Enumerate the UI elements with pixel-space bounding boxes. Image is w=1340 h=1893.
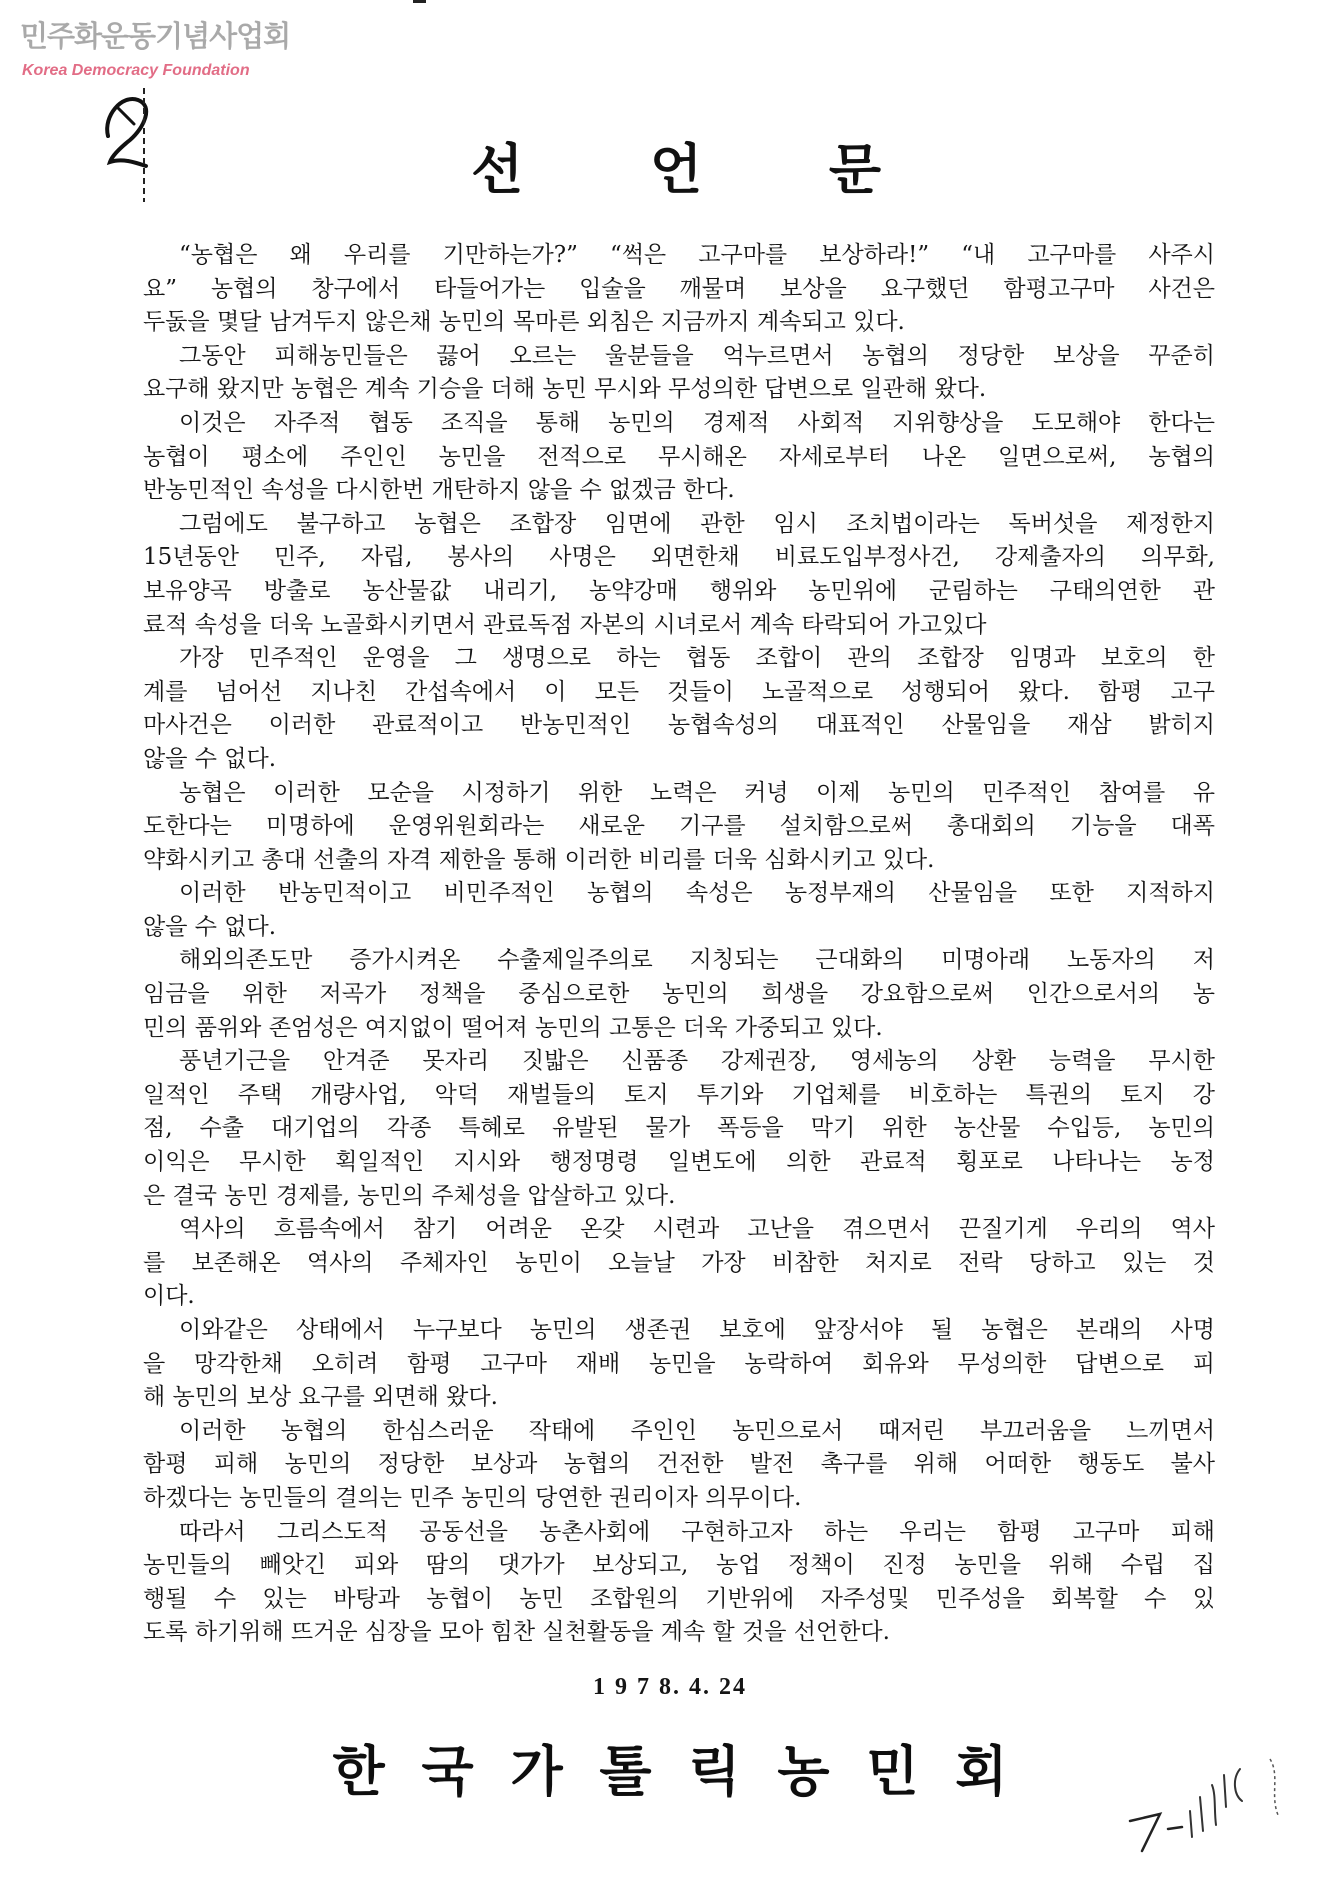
text-line: 않을 수 없다. <box>143 745 277 772</box>
text-line: 일적인 주택 개량사업, 악덕 재벌들의 토지 투기와 기업체를 비호하는 특권의 토지 강 <box>143 1081 1215 1108</box>
paragraph <box>143 877 1215 944</box>
text-line: 은 결국 농민 경제를, 농민의 주체성을 압살하고 있다. <box>143 1182 676 1209</box>
scan-mark <box>413 0 426 3</box>
watermark-korean: 민주화운동기념사업회 <box>20 19 291 53</box>
text-line: 이와같은 상태에서 누구보다 농민의 생존권 보호에 앞장서야 될 농협은 본래의 사명 <box>179 1317 1215 1343</box>
text-line: 요” 농협의 창구에서 타들어가는 입술을 깨물며 보상을 요구했던 함평고구마 사건은 <box>143 275 1215 302</box>
text-line: 풍년기근을 안겨준 못자리 짓밟은 신품종 강제권장, 영세농의 상환 능력을 무시한 <box>179 1048 1215 1075</box>
text-line: 않을 수 없다. <box>143 913 277 940</box>
paragraph <box>143 1415 1215 1516</box>
text-line: 이것은 자주적 협동 조직을 통해 농민의 경제적 사회적 지위향상을 도모해야 한다는 <box>179 409 1215 436</box>
text-line: 임금을 위한 저곡가 정책을 중심으로한 농민의 희생을 강요함으로써 인간으로서의 농 <box>143 981 1215 1008</box>
text-line: 농민들의 빼앗긴 피와 땀의 댓가가 보상되고, 농업 정책이 진정 농민을 위해 수립 집 <box>143 1552 1215 1579</box>
text-line: 를 보존해온 역사의 주체자인 농민이 오늘날 가장 비참한 처지로 전락 당하고 있는 것 <box>143 1249 1215 1276</box>
text-line: 두돐을 몇달 남겨두지 않은채 농민의 목마른 외침은 지금까지 계속되고 있다. <box>143 309 905 336</box>
text-line: 해 농민의 보상 요구를 외면해 왔다. <box>143 1384 498 1411</box>
text-line: 이러한 농협의 한심스러운 작태에 주인인 농민으로서 때저린 부끄러움을 느끼면서 <box>179 1417 1215 1444</box>
text-line: 농협은 이러한 모순을 시정하기 위한 노력은 커녕 이제 농민의 민주적인 참여를 유 <box>179 779 1215 806</box>
text-line: 해외의존도만 증가시켜온 수출제일주의로 지칭되는 근대화의 미명아래 노동자의 저 <box>179 947 1215 974</box>
issuer-signature: 한 국 가 톨 릭 농 민 회 <box>332 1739 1017 1803</box>
text-line: 그럼에도 불구하고 농협은 조합장 임면에 관한 임시 조치법이라는 독버섯을 제정한지 <box>179 510 1215 537</box>
paragraph <box>143 1314 1215 1415</box>
text-line: 마사건은 이러한 관료적이고 반농민적인 농협속성의 대표적인 산물임을 재삼 밝히지 <box>143 712 1215 739</box>
text-line: 따라서 그리스도적 공동선을 농촌사회에 구현하고자 하는 우리는 함평 고구마 피해 <box>179 1518 1215 1545</box>
text-line: 료적 속성을 더욱 노골화시키면서 관료독점 자본의 시녀로서 계속 타락되어 가고있다 <box>143 611 987 638</box>
paragraph <box>143 407 1215 508</box>
paragraph <box>143 239 1215 340</box>
text-line: 약화시키고 총대 선출의 자격 제한을 통해 이러한 비리를 더욱 심화시키고 있다. <box>143 846 935 873</box>
text-line: 반농민적인 속성을 다시한번 개탄하지 않을 수 없겠금 한다. <box>143 477 735 504</box>
watermark-english: Korea Democracy Foundation <box>22 62 250 79</box>
text-line: 농협이 평소에 주인인 농민을 전적으로 무시해온 자세로부터 나온 일면으로써, 농협의 <box>143 443 1215 470</box>
document-title: 선 언 문 <box>471 137 936 201</box>
text-line: 함평 피해 농민의 정당한 보상과 농협의 건전한 발전 촉구를 위해 어떠한 행동도 불사 <box>143 1451 1215 1478</box>
paragraph <box>143 340 1215 407</box>
paragraph <box>143 508 1215 642</box>
text-line: 점, 수출 대기업의 각종 특혜로 유발된 물가 폭등을 막기 위한 농산물 수입등, 농민의 <box>143 1115 1215 1142</box>
text-line: 행될 수 있는 바탕과 농협이 농민 조합원의 기반위에 자주성및 민주성을 회복할 수 있 <box>143 1585 1215 1612</box>
text-line: 그동안 피해농민들은 끓어 오르는 울분들을 억누르면서 농협의 정당한 보상을 꾸준히 <box>179 342 1215 369</box>
text-line: “농협은 왜 우리를 기만하는가?” “썩은 고구마를 보상하라!” “내 고구마를 사주시 <box>179 242 1215 268</box>
text-line: 계를 넘어선 지나친 간섭속에서 이 모든 것들이 노골적으로 성행되어 왔다. 함평 고구 <box>143 678 1215 705</box>
text-line: 가장 민주적인 운영을 그 생명으로 하는 협동 조합이 관의 조합장 임명과 보호의 한 <box>179 645 1215 672</box>
paragraph <box>143 1516 1215 1650</box>
paragraph <box>143 944 1215 1045</box>
text-line: 도록 하기위해 뜨거운 심장을 모아 힘찬 실천활동을 계속 할 것을 선언한다. <box>143 1619 890 1646</box>
text-line: 을 망각한채 오히려 함평 고구마 재배 농민을 농락하여 회유와 무성의한 답변으로 피 <box>143 1350 1215 1377</box>
text-line: 15년동안 민주, 자립, 봉사의 사명은 외면한채 비료도입부정사건, 강제출자의 의무화, <box>143 544 1215 571</box>
text-line: 이다. <box>143 1283 195 1310</box>
text-line: 민의 품위와 존엄성은 여지없이 떨어져 농민의 고통은 더욱 가중되고 있다. <box>143 1014 883 1041</box>
paragraph <box>143 642 1215 776</box>
text-line: 보유양곡 방출로 농산물값 내리기, 농약강매 행위와 농민위에 군림하는 구태의연한 관 <box>143 577 1215 604</box>
text-line: 역사의 흐름속에서 참기 어려운 온갖 시련과 고난을 겪으면서 끈질기게 우리의 역사 <box>179 1216 1215 1243</box>
text-line: 이익은 무시한 획일적인 지시와 행정명령 일변도에 의한 관료적 횡포로 나타나는 농정 <box>143 1149 1215 1176</box>
handwritten-number-mark <box>100 86 180 206</box>
paragraph <box>143 1045 1215 1213</box>
paragraph <box>143 1213 1215 1314</box>
text-line: 하겠다는 농민들의 결의는 민주 농민의 당연한 권리이자 의무이다. <box>143 1484 802 1511</box>
text-line: 이러한 반농민적이고 비민주적인 농협의 속성은 농정부재의 산물임을 또한 지적하지 <box>179 880 1215 907</box>
text-line: 요구해 왔지만 농협은 계속 기승을 더해 농민 무시와 무성의한 답변으로 일관해 왔다. <box>143 376 987 403</box>
text-line: 도한다는 미명하에 운영위원회라는 새로운 기구를 설치함으로써 총대회의 기능을 대폭 <box>143 813 1215 840</box>
declaration-body <box>143 239 1215 1650</box>
document-date: 1 9 7 8. 4. 24 <box>593 1674 747 1700</box>
paragraph <box>143 777 1215 878</box>
handwritten-note-mark <box>1120 1755 1290 1855</box>
